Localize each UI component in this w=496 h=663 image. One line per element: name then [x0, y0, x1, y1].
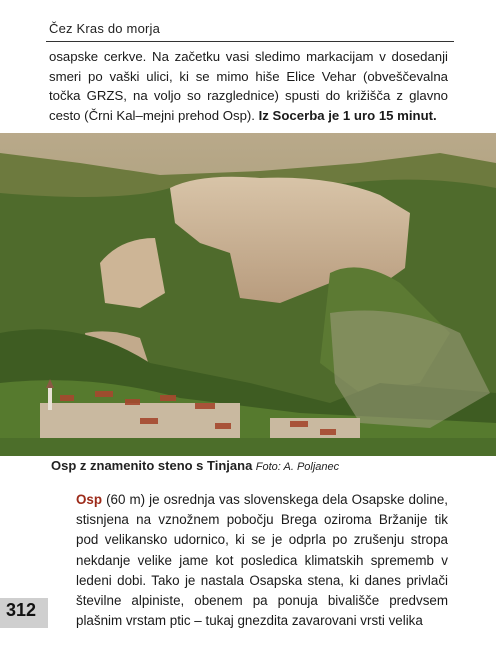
paragraph-osp-text: (60 m) je osrednja vas slovenskega dela Osapske doline, stisnjena na vznožnem pobočju Brega oziroma Bržanije tik pod velikansko udornico, ki se je odprla po zrušenju stropa nekdanje velike jame kot posledica klimatskih sprememb v ledeni dobi. Tako je nastala Osapska stena, ki danes privlači številne alpiniste, obenem pa ponuja bivališče predvsem plašnim vrstam ptic – tukaj gnezdita zavarovani vrsti velika: [76, 492, 448, 629]
running-head: Čez Kras do morja: [49, 21, 161, 36]
header-rule: [46, 41, 454, 42]
paragraph-osp: [76, 490, 448, 631]
photo-osp-cliff: [0, 133, 496, 456]
photo-caption: [51, 458, 339, 473]
paragraph-intro-bold: Iz Socerba je 1 uro 15 minut.: [258, 107, 437, 123]
caption-credit: Foto: A. Poljanec: [255, 461, 340, 473]
paragraph-intro: [49, 47, 448, 125]
paragraph-osp-lead: Osp: [76, 492, 103, 507]
caption-title: Osp z znamenito steno s Tinjana: [51, 458, 253, 473]
paragraph-intro-text: osapske cerkve. Na začetku vasi sledimo markacijam v dosedanji smeri po vaški ulici, ki se mimo hiše Elice Vehar (obveščevalna točka GRZS, na voljo so razglednice) spusti do križišča z glavno cesto (Črni Kal–mejni prehod Osp).: [49, 49, 448, 123]
page-number: 312: [6, 600, 37, 620]
